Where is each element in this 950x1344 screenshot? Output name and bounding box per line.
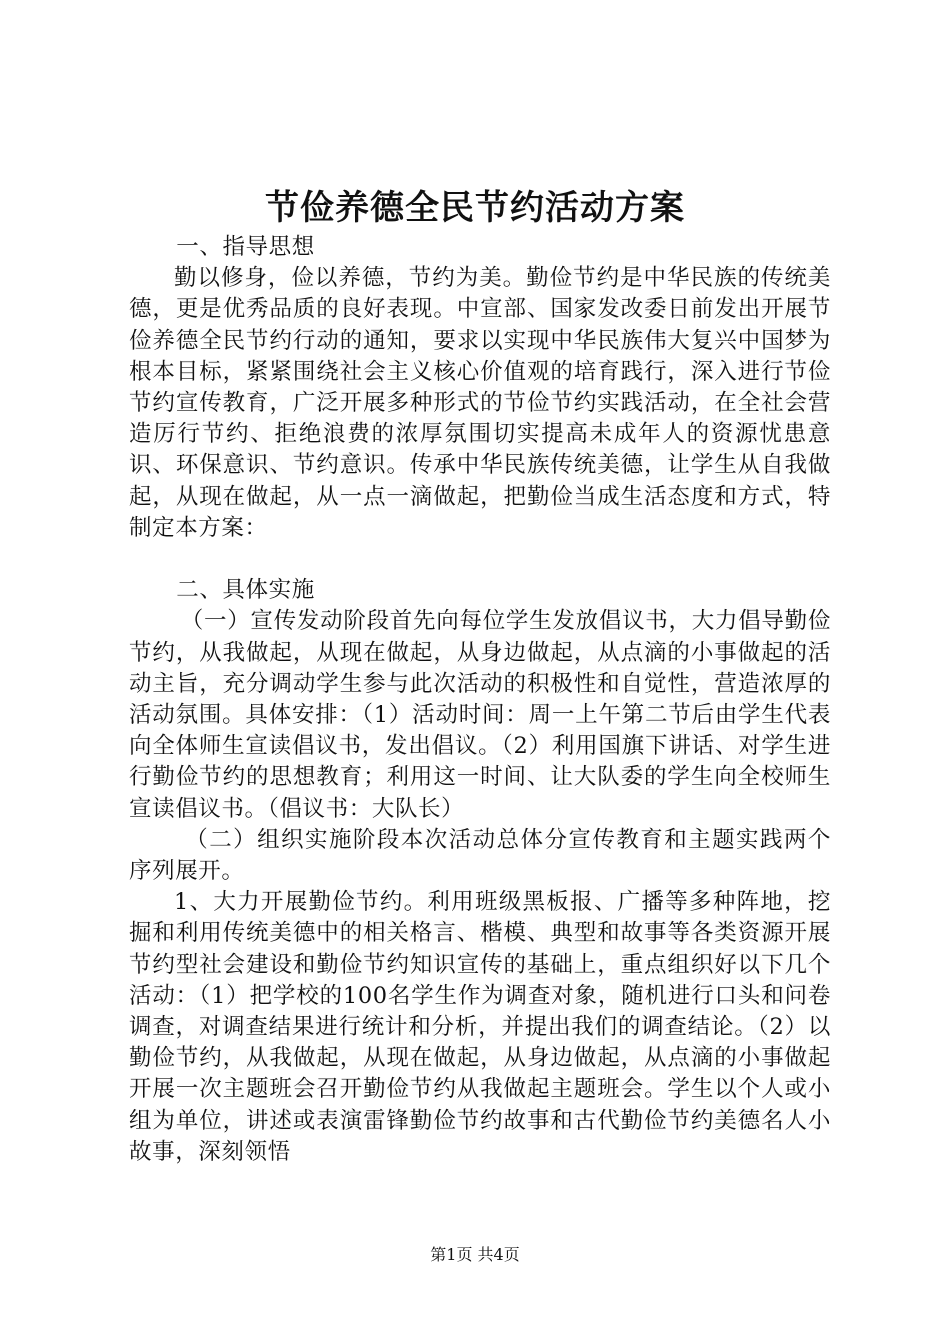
section-heading-guiding-thought: 一、指导思想 bbox=[176, 234, 315, 260]
document-title: 节俭养德全民节约活动方案 bbox=[265, 188, 685, 228]
section-heading-implementation: 二、具体实施 bbox=[176, 577, 315, 604]
paragraph-thrift-activities: 1、大力开展勤俭节约。利用班级黑板报、广播等多种阵地，挖掘和利用传统美德中的相关格言、楷模、典型和故事等各类资源开展节约型社会建设和勤俭节约知识宣传的基础上，重点组织好以下几个活动：（1）把学校的100名学生作为调查对象，随机进行口头和问卷调查，对调查结果进行统计和分析，并提出我们的调查结论。（2）以勤俭节约，从我做起，从现在做起，从身边做起，从点滴的小事做起开展一次主题班会召开勤俭节约从我做起主题班会。学生以个人或小组为单位，讲述或表演雷锋勤俭节约故事和古代勤俭节约美德名人小故事，深刻领悟 bbox=[129, 889, 831, 1165]
document-body bbox=[129, 232, 831, 1168]
page-number-footer: 第1页 共4页 bbox=[430, 1245, 520, 1264]
paragraph-organization-stage: （二）组织实施阶段本次活动总体分宣传教育和主题实践两个序列展开。 bbox=[129, 826, 831, 885]
paragraph-guiding-thought: 勤以修身，俭以养德，节约为美。勤俭节约是中华民族的传统美德，更是优秀品质的良好表现。中宣部、国家发改委日前发出开展节俭养德全民节约行动的通知，要求以实现中华民族伟大复兴中国梦为根本目标，紧紧围绕社会主义核心价值观的培育践行，深入进行节俭节约宣传教育，广泛开展多种形式的节俭节约实践活动，在全社会营造厉行节约、拒绝浪费的浓厚氛围切实提高未成年人的资源忧患意识、环保意识、节约意识。传承中华民族传统美德，让学生从自我做起，从现在做起，从一点一滴做起，把勤俭当成生活态度和方式，特制定本方案： bbox=[129, 265, 831, 541]
paragraph-spacer bbox=[129, 544, 831, 575]
paragraph-publicity-stage: （一）宣传发动阶段首先向每位学生发放倡议书，大力倡导勤俭节约，从我做起，从现在做起，从身边做起，从点滴的小事做起的活动主旨，充分调动学生参与此次活动的积极性和自觉性，营造浓厚的活动氛围。具体安排：（1）活动时间：周一上午第二节后由学生代表向全体师生宣读倡议书，发出倡议。（2）利用国旗下讲话、对学生进行勤俭节约的思想教育；利用这一时间、让大队委的学生向全校师生宣读倡议书。（倡议书：大队长） bbox=[129, 608, 831, 822]
